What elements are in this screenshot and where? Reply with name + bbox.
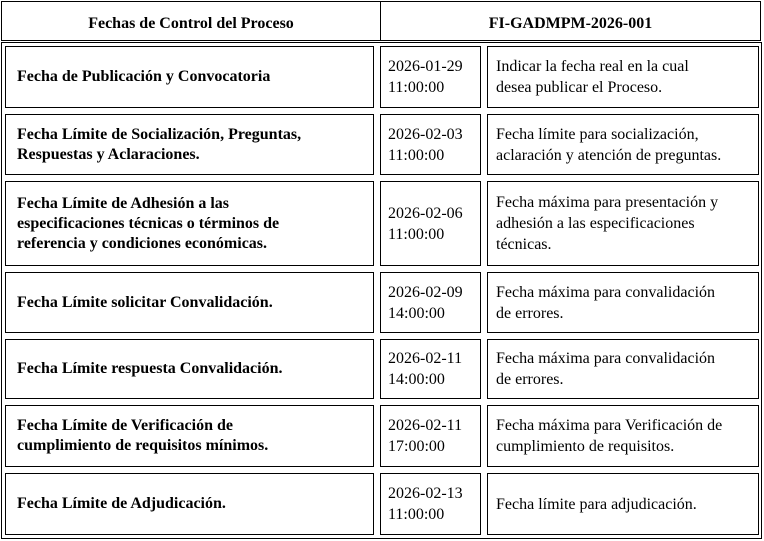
date-label-cell (5, 339, 374, 399)
description: Fecha máxima para convalidación de errores. (496, 283, 716, 322)
date-value-cell (380, 339, 481, 399)
date-value-cell (380, 473, 481, 535)
table-row (2, 178, 761, 269)
description: Fecha máxima para Verificación de cumplimiento de requisitos. (496, 417, 723, 455)
table-row (2, 43, 761, 111)
date-value-cell (380, 46, 481, 108)
description-cell (487, 114, 759, 175)
date-label-cell (5, 181, 374, 266)
description: Indicar la fecha real en la cual desea publicar el Proceso. (496, 58, 689, 96)
table-row (2, 402, 761, 470)
date-value: 2026-02-03 11:00:00 (388, 125, 463, 164)
description-cell (487, 46, 759, 108)
date-value: 2026-01-29 11:00:00 (388, 58, 463, 96)
date-label: Fecha Límite respuesta Convalidación. (17, 360, 283, 377)
date-label: Fecha Límite de Verificación de cumplimiento de requisitos mínimos. (17, 417, 269, 454)
description: Fecha límite para adjudicación. (496, 495, 697, 513)
table-row (2, 336, 761, 402)
date-value-cell (380, 181, 481, 266)
date-label: Fecha Límite de Adjudicación. (17, 495, 226, 512)
date-label-cell (5, 405, 374, 467)
date-value-cell (380, 114, 481, 175)
description-cell (487, 181, 759, 266)
table-row (2, 269, 761, 336)
description-cell (487, 339, 759, 399)
description: Fecha máxima para convalidación de errores. (496, 350, 716, 388)
date-label: Fecha Límite de Socialización, Preguntas, Respuestas y Aclaraciones. (17, 125, 302, 163)
date-label: Fecha Límite de Adhesión a las especificaciones técnicas o términos de referencia y condiciones económicas. (17, 194, 280, 252)
date-value: 2026-02-06 11:00:00 (388, 204, 463, 243)
date-label: Fecha de Publicación y Convocatoria (17, 68, 271, 85)
description-cell (487, 405, 759, 467)
date-label-cell (5, 473, 374, 535)
description: Fecha límite para socialización, aclaración y atención de preguntas. (496, 125, 722, 164)
date-value-cell (380, 405, 481, 467)
description: Fecha máxima para presentación y adhesión a las especificaciones técnicas. (496, 194, 719, 253)
header-title: Fechas de Control del Proceso (2, 2, 381, 40)
date-value: 2026-02-09 14:00:00 (388, 283, 463, 322)
table-header (1, 1, 761, 41)
date-label: Fecha Límite solicitar Convalidación. (17, 293, 273, 311)
date-value-cell (380, 272, 481, 333)
table-row (2, 470, 761, 538)
description-cell (487, 272, 759, 333)
date-label-cell (5, 272, 374, 333)
control-dates-table (1, 42, 762, 539)
table-row (2, 111, 761, 178)
date-label-cell (5, 114, 374, 175)
description-cell (487, 473, 759, 535)
date-value: 2026-02-11 17:00:00 (388, 417, 463, 455)
date-value: 2026-02-13 11:00:00 (388, 485, 463, 523)
date-label-cell (5, 46, 374, 108)
process-code: FI-GADMPM-2026-001 (488, 15, 653, 32)
date-value: 2026-02-11 14:00:00 (388, 350, 463, 388)
